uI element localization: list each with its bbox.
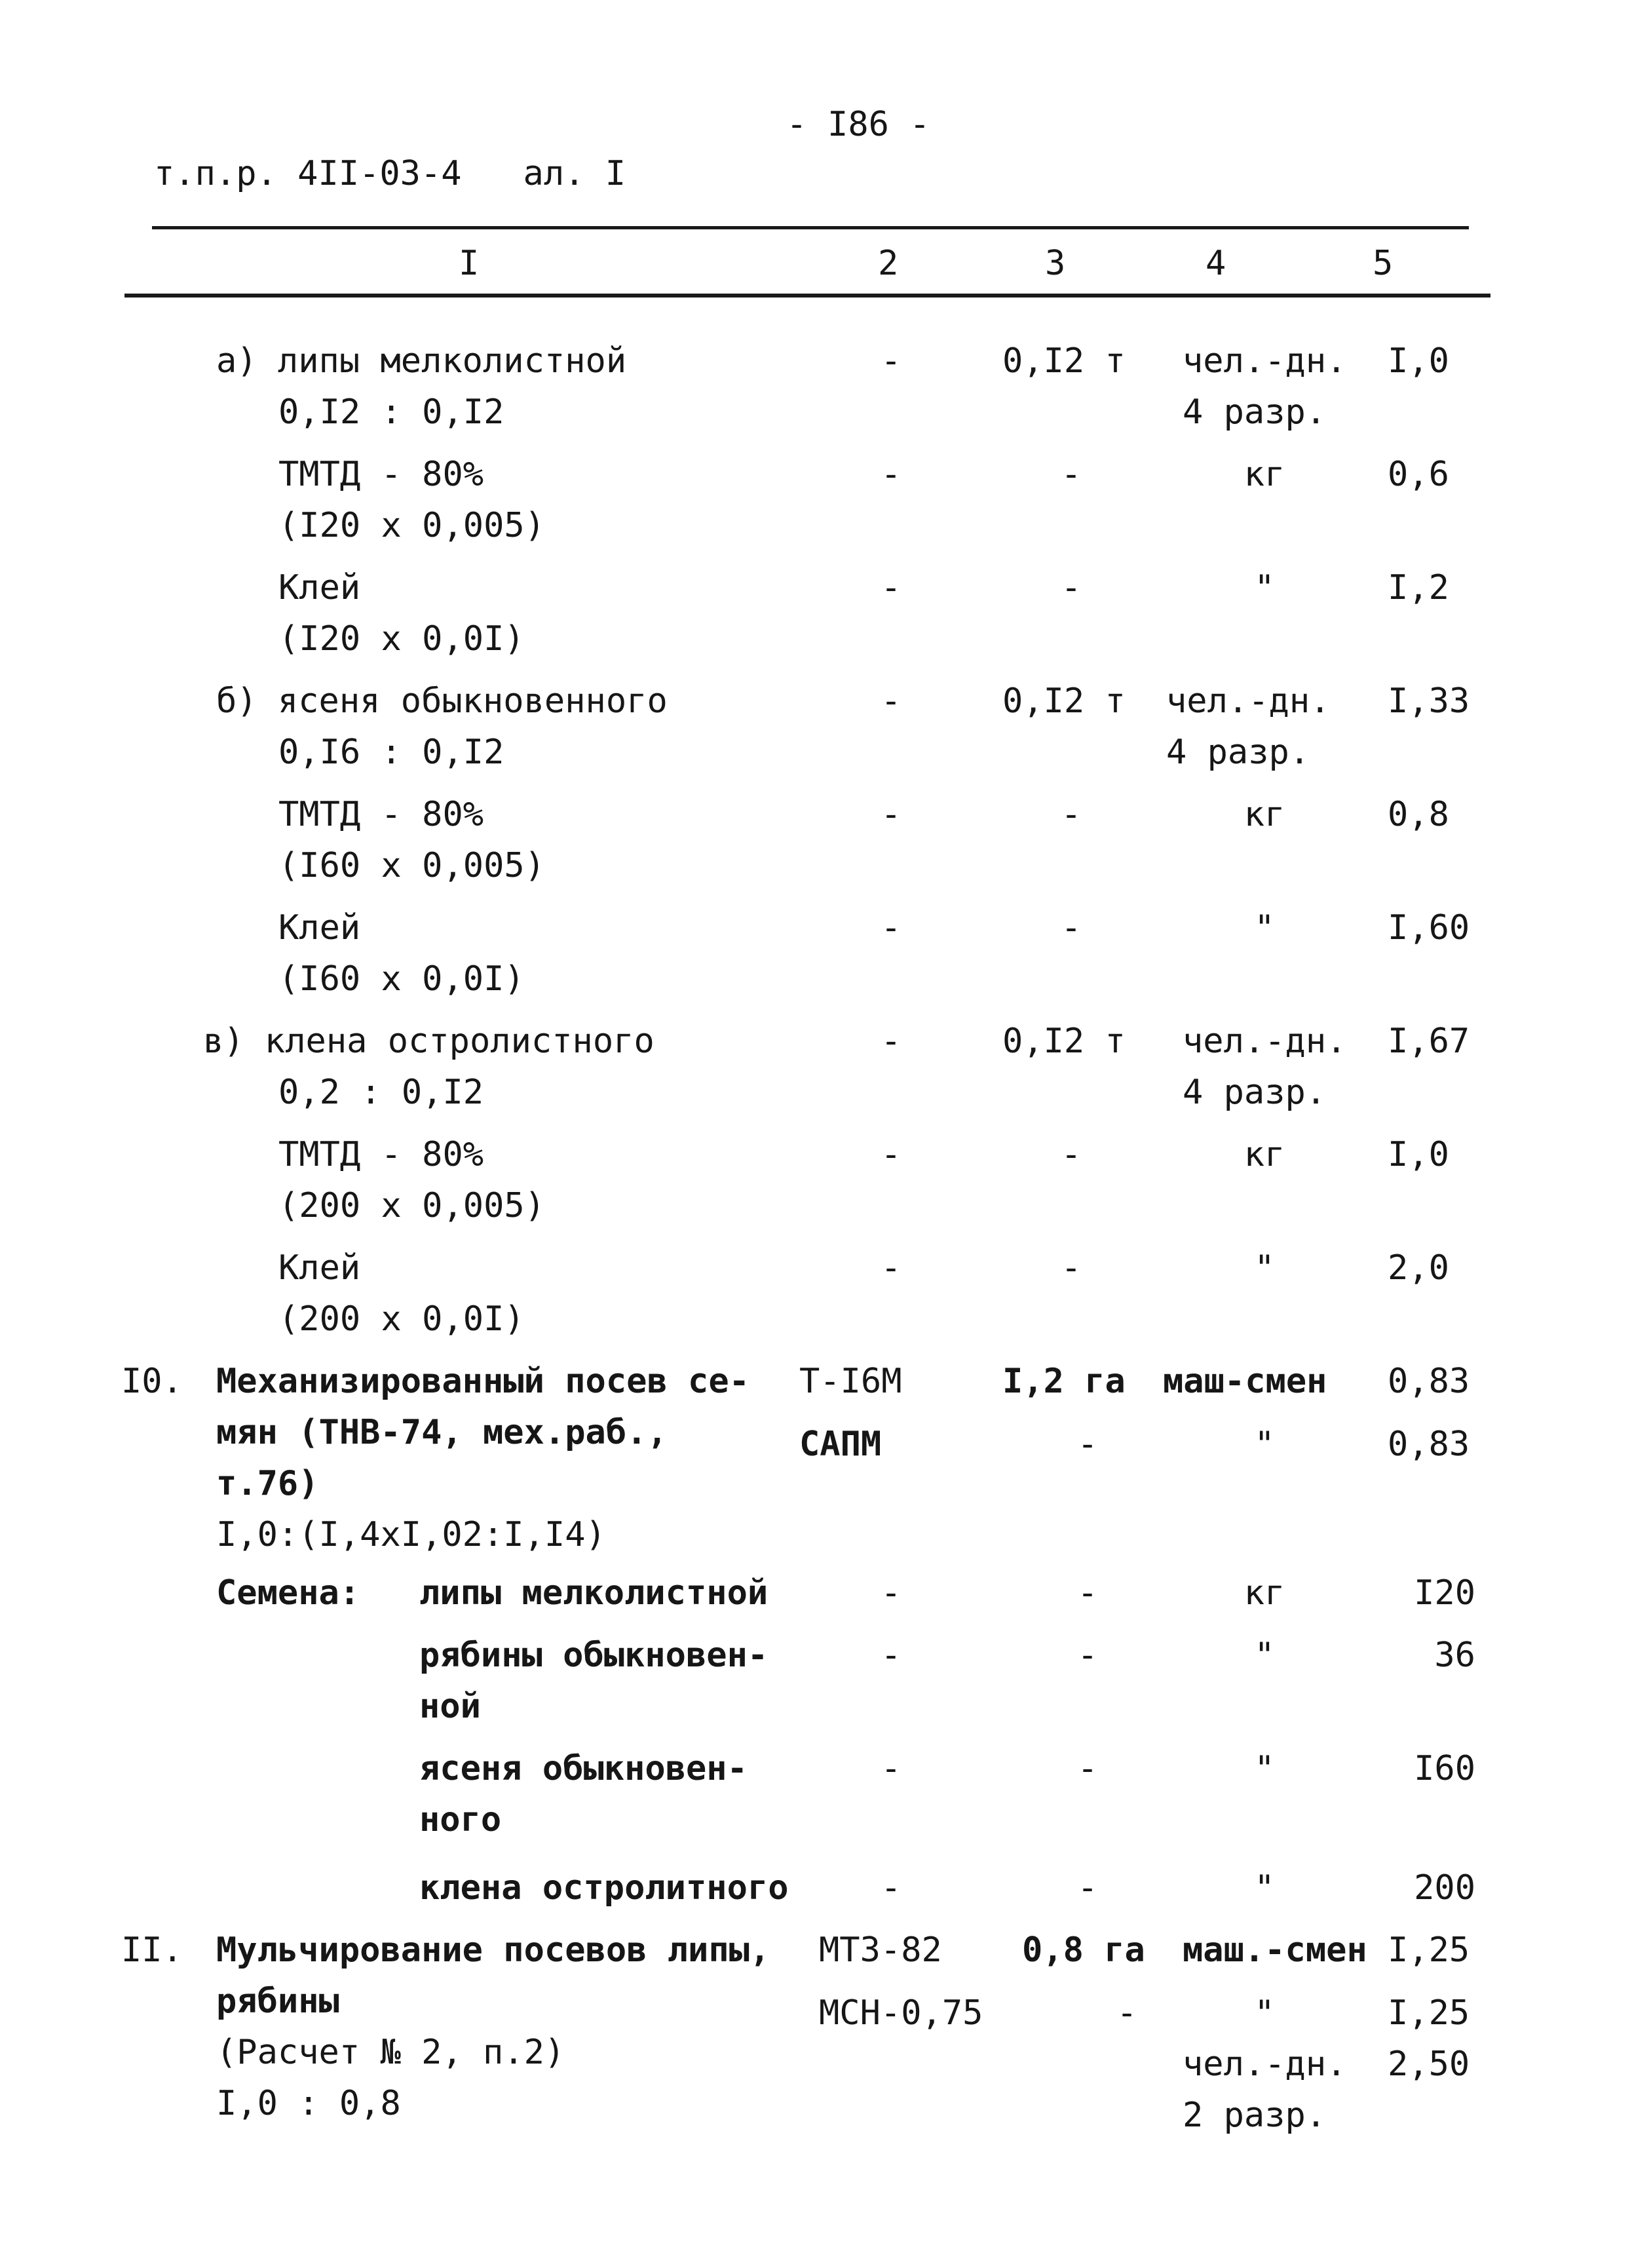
cell-col5: I,2 (1388, 568, 1449, 607)
cell-col5: I,0 (1388, 341, 1449, 381)
cell-col5: I,60 (1388, 908, 1470, 948)
cell-col2: - (881, 1868, 901, 1908)
cell-col2: - (881, 1749, 901, 1788)
cell-col4: " (1254, 1636, 1275, 1675)
row-ratio: 0,2 : 0,I2 (278, 1073, 484, 1112)
cell-col4: " (1254, 908, 1275, 948)
seed-name-line2: ного (419, 1800, 502, 1839)
column-header-3: 3 (1045, 244, 1066, 283)
cell-col5: I,25 (1388, 1931, 1470, 1970)
page-number: - I86 - (786, 105, 930, 144)
cell-col3: - (1061, 795, 1082, 834)
cell-col2: - (881, 1636, 901, 1675)
cell-col2: - (881, 908, 901, 948)
seed-name: клена остролитного (419, 1868, 789, 1908)
cell-col3: 0,I2 т (1002, 341, 1126, 381)
cell-col3: - (1077, 1573, 1098, 1613)
cell-col5: I,33 (1388, 682, 1470, 721)
row-description: Мульчирование посевов липы, (216, 1931, 770, 1970)
cell-col3: - (1061, 908, 1082, 948)
row-description: ТМТД - 80% (278, 795, 484, 834)
cell-col4-second: " (1254, 1993, 1275, 2033)
row-description-line2: рябины (216, 1982, 339, 2021)
cell-col3-second: - (1116, 1993, 1137, 2033)
row-description: Механизированный посев се- (216, 1362, 750, 1401)
cell-col2: - (881, 1573, 901, 1613)
seed-name: рябины обыкновен- (419, 1636, 769, 1675)
cell-col3: - (1077, 1749, 1098, 1788)
row-number: II. (121, 1931, 183, 1970)
seed-name-line2: ной (419, 1687, 481, 1726)
row-description: Клей (278, 908, 361, 948)
table-header-rule (124, 294, 1490, 298)
cell-col4: кг (1243, 1135, 1285, 1174)
cell-col5: 200 (1414, 1868, 1475, 1908)
row-description: ТМТД - 80% (278, 1135, 484, 1174)
cell-col2: - (881, 682, 901, 721)
cell-col2: - (881, 568, 901, 607)
cell-col3: 0,8 га (1022, 1931, 1145, 1970)
row-description-line3: (Расчет № 2, п.2) (216, 2033, 565, 2072)
cell-col2-implement: САПМ (799, 1425, 882, 1464)
cell-col4: маш.-смен (1183, 1931, 1367, 1970)
cell-col3: 0,I2 т (1002, 682, 1126, 721)
cell-col5: I,67 (1388, 1022, 1470, 1061)
cell-col4: чел.-дн. (1166, 682, 1331, 721)
document-reference: т.п.р. 4II-03-4 ал. I (154, 154, 626, 193)
cell-col4: маш-смен (1163, 1362, 1327, 1401)
cell-col5-second: 0,83 (1388, 1425, 1470, 1464)
cell-col3: - (1061, 1248, 1082, 1288)
cell-col4: кг (1243, 1573, 1285, 1613)
cell-col5: I60 (1414, 1749, 1475, 1788)
table-top-rule (152, 226, 1469, 229)
cell-col4-grade: 4 разр. (1166, 733, 1310, 772)
cell-col5: 0,6 (1388, 455, 1449, 494)
cell-col2-machine: МТЗ-82 (819, 1931, 942, 1970)
column-header-4: 4 (1205, 244, 1226, 283)
cell-col3-second: - (1077, 1425, 1098, 1464)
row-formula: (I20 x 0,005) (278, 506, 545, 545)
row-formula: (I60 x 0,005) (278, 846, 545, 885)
cell-col3: - (1077, 1636, 1098, 1675)
cell-col2-implement: МСН-0,75 (819, 1993, 983, 2033)
row-description: Клей (278, 1248, 361, 1288)
row-formula: (I60 x 0,0I) (278, 959, 525, 999)
cell-col4: чел.-дн. (1183, 341, 1347, 381)
row-description-line2: мян (ТНВ-74, мех.раб., (216, 1413, 668, 1452)
cell-col2: - (881, 455, 901, 494)
row-formula: (I20 x 0,0I) (278, 619, 525, 659)
cell-col4: чел.-дн. (1183, 1022, 1347, 1061)
column-header-2: 2 (878, 244, 899, 283)
row-ratio: 0,I6 : 0,I2 (278, 733, 504, 772)
cell-col2: - (881, 1248, 901, 1288)
cell-col5: I,0 (1388, 1135, 1449, 1174)
cell-col4: кг (1243, 455, 1285, 494)
cell-col4: " (1254, 568, 1275, 607)
row-description: а) липы мелколистной (216, 341, 627, 381)
cell-col4-grade: 2 разр. (1183, 2096, 1327, 2135)
row-formula: (200 x 0,0I) (278, 1299, 525, 1339)
seed-name: липы мелколистной (419, 1573, 769, 1613)
cell-col4: " (1254, 1868, 1275, 1908)
cell-col5-third: 2,50 (1388, 2045, 1470, 2084)
cell-col3: 0,I2 т (1002, 1022, 1126, 1061)
cell-col2: - (881, 1135, 901, 1174)
seed-name: ясеня обыкновен- (419, 1749, 748, 1788)
cell-col2: - (881, 341, 901, 381)
seeds-label: Семена: (216, 1573, 360, 1613)
row-description: б) ясеня обыкновенного (216, 682, 668, 721)
row-formula: (200 x 0,005) (278, 1186, 545, 1225)
cell-col4: " (1254, 1749, 1275, 1788)
cell-col4-grade: 4 разр. (1183, 393, 1327, 432)
cell-col3: - (1061, 1135, 1082, 1174)
cell-col2-machine: Т-I6М (799, 1362, 902, 1401)
row-description: в) клена остролистного (203, 1022, 655, 1061)
cell-col3: - (1077, 1868, 1098, 1908)
cell-col5: 0,8 (1388, 795, 1449, 834)
cell-col5: I20 (1414, 1573, 1475, 1613)
cell-col3: - (1061, 568, 1082, 607)
cell-col3: - (1061, 455, 1082, 494)
cell-col2: - (881, 1022, 901, 1061)
row-ratio: I,0 : 0,8 (216, 2084, 401, 2123)
column-header-5: 5 (1373, 244, 1394, 283)
column-header-1: I (459, 244, 480, 283)
cell-col5: 0,83 (1388, 1362, 1470, 1401)
row-number: I0. (121, 1362, 183, 1401)
cell-col4-second: " (1254, 1425, 1275, 1464)
cell-col4-labor: чел.-дн. (1183, 2045, 1347, 2084)
cell-col5: 2,0 (1388, 1248, 1449, 1288)
cell-col5-second: I,25 (1388, 1993, 1470, 2033)
cell-col3: I,2 га (1002, 1362, 1126, 1401)
row-ratio: 0,I2 : 0,I2 (278, 393, 504, 432)
cell-col4: " (1254, 1248, 1275, 1288)
row-description-line3: т.76) (216, 1464, 319, 1503)
cell-col4-grade: 4 разр. (1183, 1073, 1327, 1112)
row-description: ТМТД - 80% (278, 455, 484, 494)
cell-col5: 36 (1434, 1636, 1475, 1675)
cell-col2: - (881, 795, 901, 834)
row-ratio: I,0:(I,4xI,02:I,I4) (216, 1515, 606, 1554)
row-description: Клей (278, 568, 361, 607)
cell-col4: кг (1243, 795, 1285, 834)
